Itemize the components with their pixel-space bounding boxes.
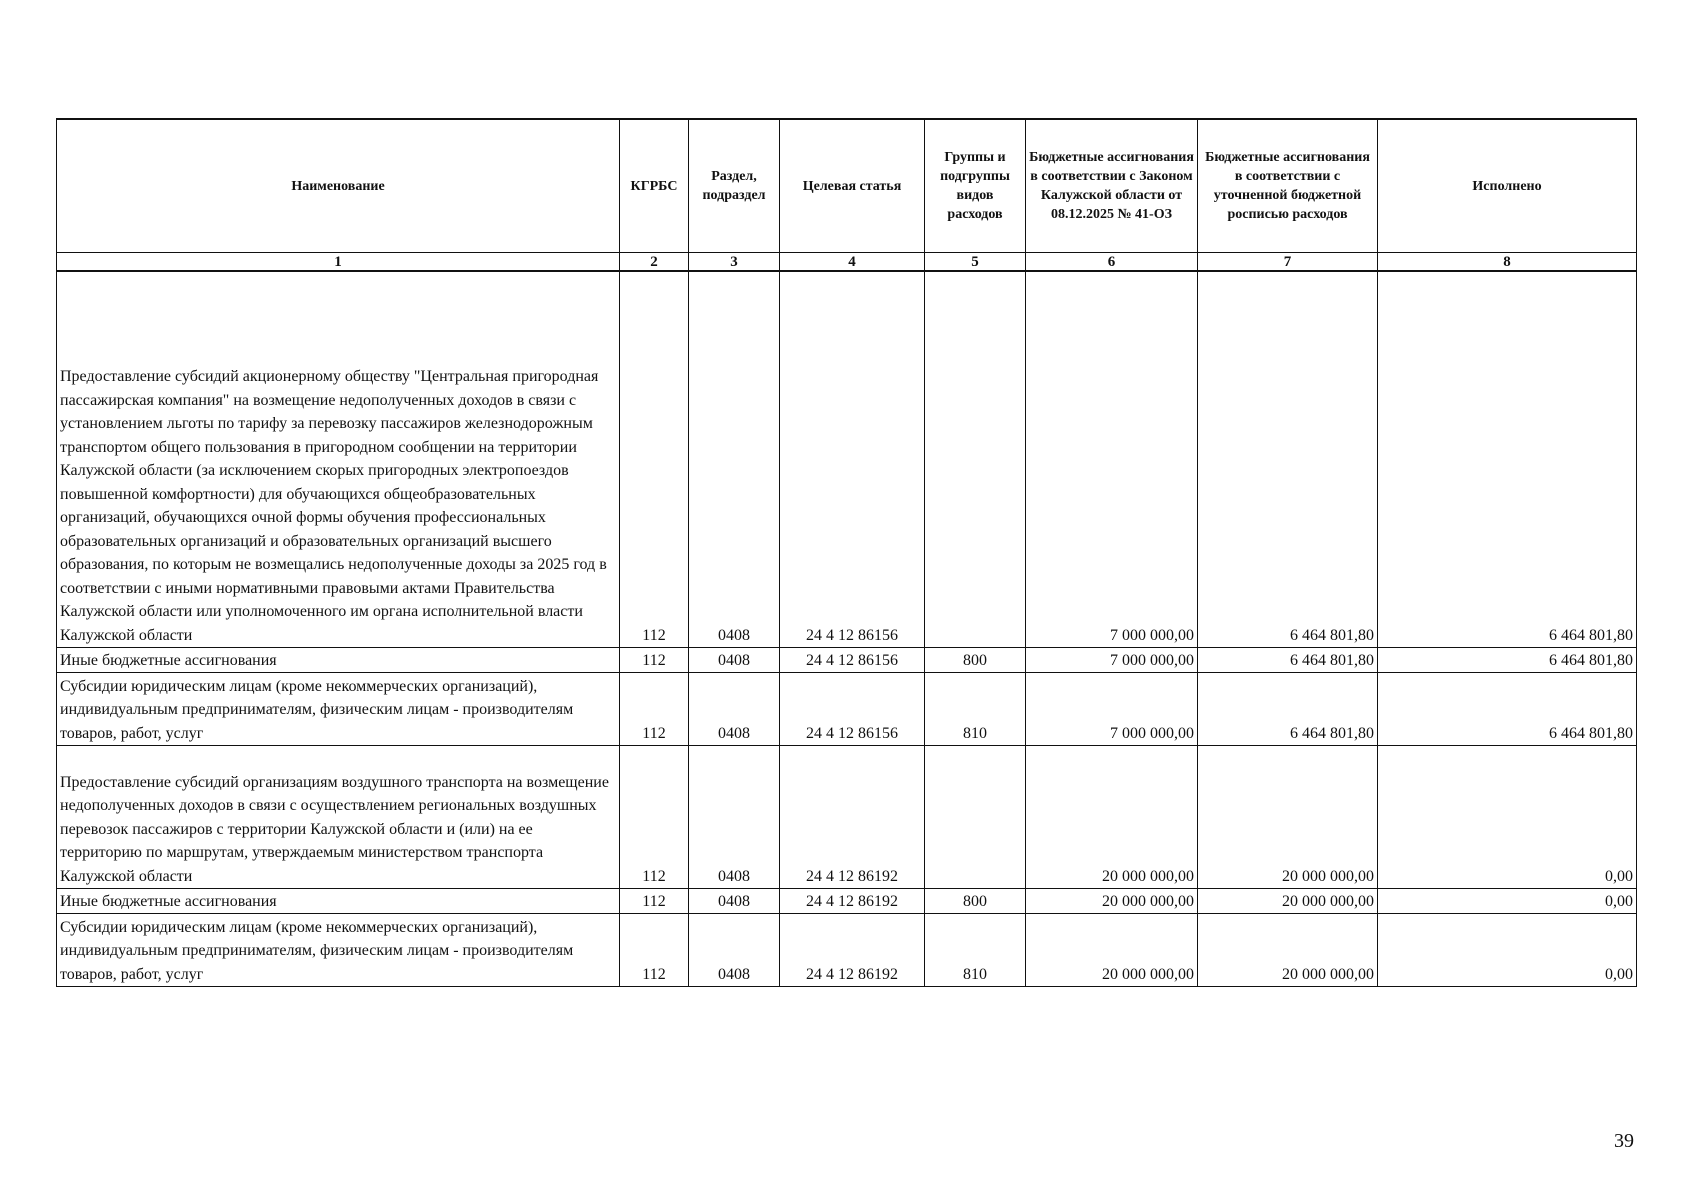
- row-expense-group: 810: [925, 914, 1026, 987]
- column-number: 1: [57, 253, 620, 272]
- row-target-article: 24 4 12 86192: [780, 914, 925, 987]
- header-name: Наименование: [57, 119, 620, 253]
- column-number-row: [57, 253, 1637, 272]
- row-target-article: 24 4 12 86156: [780, 271, 925, 648]
- header-refined-allocations: Бюджетные ассигнования в соответствии с уточненной бюджетной росписью расходов: [1198, 119, 1378, 253]
- header-expense-groups: Группы и подгруппы видов расходов: [925, 119, 1026, 253]
- row-name: Субсидии юридическим лицам (кроме некоммерческих организаций), индивидуальным предпринимателям, физическим лицам - производителям товаров, работ, услуг: [57, 914, 620, 987]
- row-law-amount: 20 000 000,00: [1026, 914, 1198, 987]
- row-refined-amount: 20 000 000,00: [1198, 889, 1378, 914]
- column-number: 6: [1026, 253, 1198, 272]
- row-expense-group: [925, 746, 1026, 889]
- row-section: 0408: [689, 889, 780, 914]
- row-kgrbs: 112: [620, 889, 689, 914]
- row-executed-amount: 6 464 801,80: [1378, 271, 1637, 648]
- table-row: [57, 673, 1637, 746]
- row-refined-amount: 6 464 801,80: [1198, 648, 1378, 673]
- row-refined-amount: 6 464 801,80: [1198, 271, 1378, 648]
- header-row: [57, 119, 1637, 253]
- row-section: 0408: [689, 914, 780, 987]
- row-kgrbs: 112: [620, 914, 689, 987]
- row-executed-amount: 6 464 801,80: [1378, 673, 1637, 746]
- row-expense-group: 800: [925, 889, 1026, 914]
- row-name: Иные бюджетные ассигнования: [57, 889, 620, 914]
- row-target-article: 24 4 12 86156: [780, 673, 925, 746]
- row-name: Предоставление субсидий организациям воздушного транспорта на возмещение недополученных доходов в связи с осуществлением региональных воздушных перевозок пассажиров с территории Калужской области и (или) на ее территорию по маршрутам, утверждаемым министерством транспорта Калужской области: [57, 746, 620, 889]
- header-executed: Исполнено: [1378, 119, 1637, 253]
- column-number: 5: [925, 253, 1026, 272]
- table-row: [57, 648, 1637, 673]
- row-expense-group: 810: [925, 673, 1026, 746]
- row-kgrbs: 112: [620, 271, 689, 648]
- table-row: [57, 271, 1637, 648]
- row-section: 0408: [689, 746, 780, 889]
- header-kgrbs: КГРБС: [620, 119, 689, 253]
- row-executed-amount: 0,00: [1378, 746, 1637, 889]
- row-name: Субсидии юридическим лицам (кроме некоммерческих организаций), индивидуальным предпринимателям, физическим лицам - производителям товаров, работ, услуг: [57, 673, 620, 746]
- row-kgrbs: 112: [620, 673, 689, 746]
- row-target-article: 24 4 12 86192: [780, 746, 925, 889]
- row-target-article: 24 4 12 86192: [780, 889, 925, 914]
- table-row: [57, 889, 1637, 914]
- row-law-amount: 20 000 000,00: [1026, 889, 1198, 914]
- row-executed-amount: 6 464 801,80: [1378, 648, 1637, 673]
- header-law-allocations: Бюджетные ассигнования в соответствии с Законом Калужской области от 08.12.2025 № 41-ОЗ: [1026, 119, 1198, 253]
- header-section: Раздел, подраздел: [689, 119, 780, 253]
- row-name: Иные бюджетные ассигнования: [57, 648, 620, 673]
- row-law-amount: 7 000 000,00: [1026, 271, 1198, 648]
- page-number: 39: [1614, 1130, 1634, 1152]
- row-law-amount: 20 000 000,00: [1026, 746, 1198, 889]
- header-target-article: Целевая статья: [780, 119, 925, 253]
- row-target-article: 24 4 12 86156: [780, 648, 925, 673]
- table-row: [57, 746, 1637, 889]
- row-refined-amount: 20 000 000,00: [1198, 746, 1378, 889]
- row-kgrbs: 112: [620, 746, 689, 889]
- row-expense-group: 800: [925, 648, 1026, 673]
- row-section: 0408: [689, 673, 780, 746]
- table-row: [57, 914, 1637, 987]
- column-number: 7: [1198, 253, 1378, 272]
- row-name: Предоставление субсидий акционерному обществу "Центральная пригородная пассажирская компания" на возмещение недополученных доходов в связи с установлением льготы по тарифу за перевозку пассажиров железнодорожным транспортом общего пользования в пригородном сообщении на территории Калужской области (за исключением скорых пригородных электропоездов повышенной комфортности) для обучающихся общеобразовательных организаций, обучающихся очной формы обучения профессиональных образовательных организаций и образовательных организаций высшего образования, по которым не возмещались недополученные доходы за 2025 год в соответствии с иными нормативными правовыми актами Правительства Калужской области или уполномоченного им органа исполнительной власти Калужской области: [57, 271, 620, 648]
- row-kgrbs: 112: [620, 648, 689, 673]
- column-number: 4: [780, 253, 925, 272]
- row-executed-amount: 0,00: [1378, 889, 1637, 914]
- column-number: 8: [1378, 253, 1637, 272]
- column-number: 3: [689, 253, 780, 272]
- row-section: 0408: [689, 648, 780, 673]
- row-expense-group: [925, 271, 1026, 648]
- row-law-amount: 7 000 000,00: [1026, 673, 1198, 746]
- row-refined-amount: 20 000 000,00: [1198, 914, 1378, 987]
- row-executed-amount: 0,00: [1378, 914, 1637, 987]
- budget-table: [56, 118, 1637, 987]
- row-law-amount: 7 000 000,00: [1026, 648, 1198, 673]
- row-section: 0408: [689, 271, 780, 648]
- row-refined-amount: 6 464 801,80: [1198, 673, 1378, 746]
- column-number: 2: [620, 253, 689, 272]
